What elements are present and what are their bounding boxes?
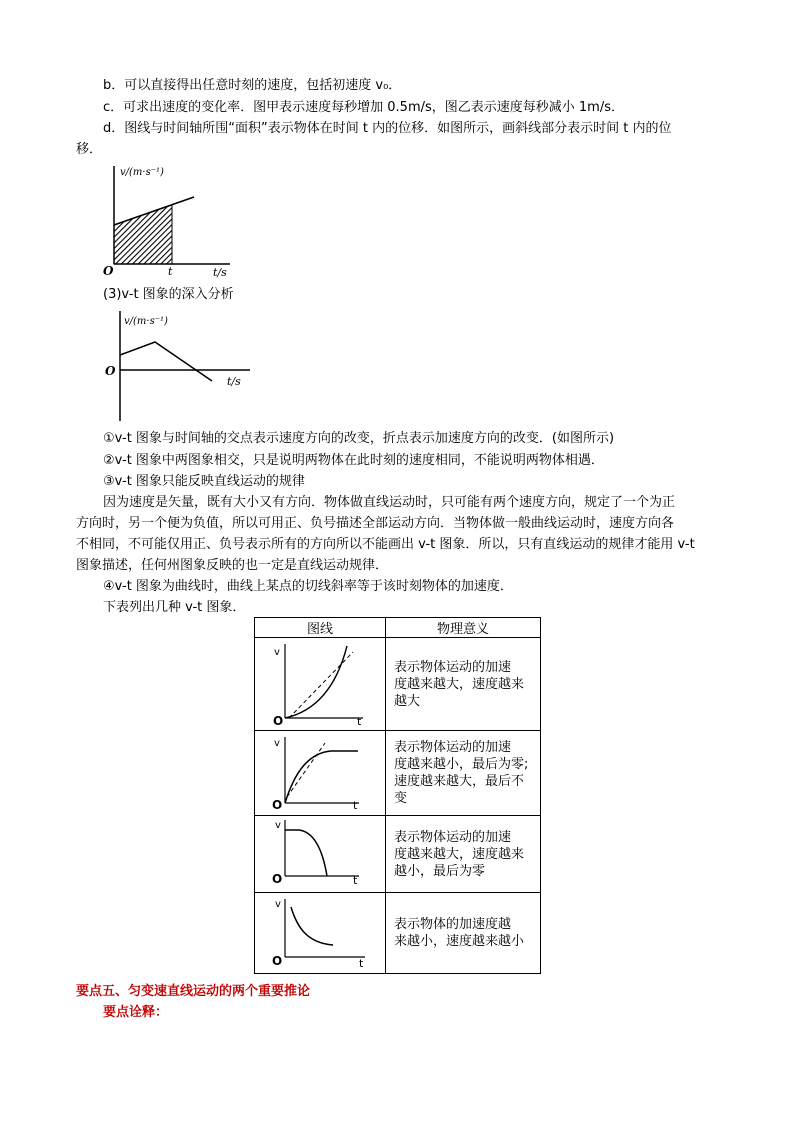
svg-text:O: O <box>272 872 283 886</box>
origin-label: O <box>103 264 114 278</box>
explanation-line4: 图象描述，任何州图象反映的也一定是直线运动规律． <box>76 558 389 573</box>
table-header-row <box>255 618 541 638</box>
meaning-cell: 表示物体运动的加速 度越来越大，速度越来 越小，最后为零 <box>386 816 541 893</box>
header-meaning: 物理意义 <box>386 618 541 638</box>
table-row <box>255 893 541 974</box>
vt-graph-table <box>254 617 541 974</box>
svg-text:t: t <box>359 957 364 969</box>
meaning-cell: 表示物体运动的加速 度越来越小，最后为零; 速度越来越大，最后不 变 <box>386 731 541 816</box>
explanation-line3: 不相同，不可能仅用正、负号表示所有的方向所以不能画出 v-t 图象．所以，只有直线运动的规律才能用 v-t <box>76 537 695 552</box>
paragraph-d-line2: 移． <box>76 142 103 157</box>
svg-text:v: v <box>274 647 280 658</box>
graph-decelerating-decreasing <box>255 893 386 969</box>
svg-text:t: t <box>357 715 362 726</box>
svg-text:v: v <box>275 820 281 831</box>
table-row <box>255 816 541 893</box>
paragraph-b: b．可以直接得出任意时刻的速度，包括初速度 v₀． <box>103 78 402 93</box>
meaning-cell: 表示物体的加速度越 来越小，速度越来越小 <box>386 893 541 974</box>
header-graph: 图线 <box>255 618 386 638</box>
hatched-area <box>114 205 172 264</box>
graph-decelerating-increasing <box>255 816 386 888</box>
graph-saturating <box>255 731 386 811</box>
figure-direction-change <box>100 305 260 425</box>
xlabel: t/s <box>213 266 227 279</box>
point-3: ③v-t 图象只能反映直线运动的规律 <box>103 474 305 489</box>
origin-label: O <box>105 364 116 378</box>
svg-text:O: O <box>273 714 284 726</box>
ylabel: v/(m·s⁻¹) <box>124 316 168 327</box>
table-intro: 下表列出几种 v-t 图象． <box>103 600 246 615</box>
point-2: ②v-t 图象中两图象相交，只是说明两物体在此时刻的速度相同，不能说明两物体相遇． <box>103 453 604 468</box>
section-3-title: (3)v-t 图象的深入分析 <box>103 287 234 302</box>
graph-cell <box>255 731 386 816</box>
section-5-subtitle: 要点诠释： <box>103 1005 169 1020</box>
explanation-line1: 因为速度是矢量，既有大小又有方向．物体做直线运动时，只可能有两个速度方向，规定了一个为正 <box>103 495 676 510</box>
ylabel: v/(m·s⁻¹) <box>120 167 164 178</box>
svg-text:t: t <box>353 874 358 887</box>
figure-area-under-vt <box>100 160 240 280</box>
table-row <box>255 731 541 816</box>
graph-accelerating <box>255 638 386 726</box>
table-row <box>255 638 541 731</box>
svg-text:v: v <box>275 899 281 910</box>
point-1: ①v-t 图象与时间轴的交点表示速度方向的改变，折点表示加速度方向的改变．(如图所示) <box>103 431 615 446</box>
explanation-line2: 方向时，另一个便为负值，所以可用正、负号描述全部运动方向．当物体做一般曲线运动时，速度方向各 <box>76 516 675 531</box>
svg-text:t: t <box>353 799 358 811</box>
t-mark-label: t <box>168 265 173 278</box>
svg-text:O: O <box>272 798 283 811</box>
graph-cell <box>255 893 386 974</box>
vt-line <box>120 342 212 381</box>
xlabel: t/s <box>227 375 241 388</box>
graph-cell <box>255 638 386 731</box>
paragraph-d-line1: d．图线与时间轴所围“面积”表示物体在时间 t 内的位移．如图所示，画斜线部分表示时间 t 内的位 <box>103 121 672 136</box>
paragraph-c: c．可求出速度的变化率．图甲表示速度每秒增加 0.5m/s，图乙表示速度每秒减小 1m/s． <box>103 100 624 115</box>
svg-text:v: v <box>274 738 280 749</box>
svg-text:O: O <box>272 954 283 968</box>
graph-cell <box>255 816 386 893</box>
section-5-title: 要点五、匀变速直线运动的两个重要推论 <box>76 984 311 999</box>
point-4: ④v-t 图象为曲线时，曲线上某点的切线斜率等于该时刻物体的加速度． <box>103 579 513 594</box>
meaning-cell: 表示物体运动的加速 度越来越大，速度越来 越大 <box>386 638 541 731</box>
